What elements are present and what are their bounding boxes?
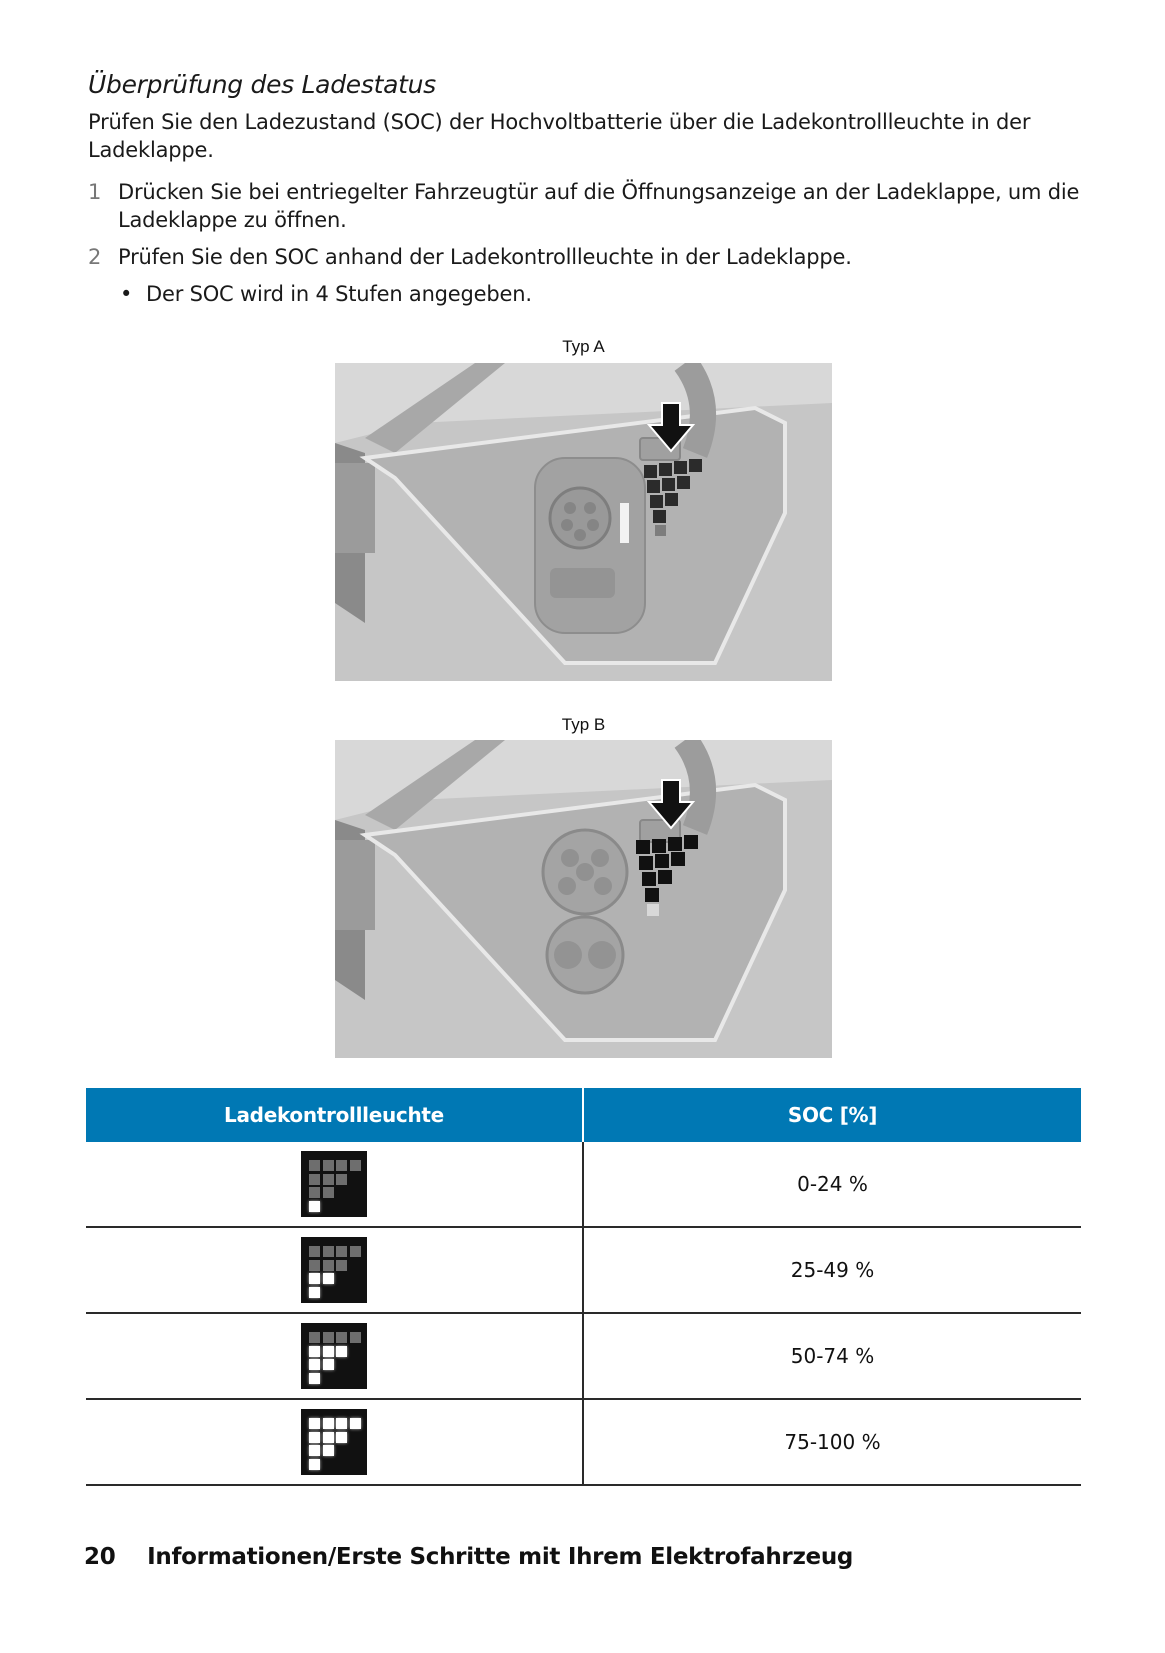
step-item [88, 243, 1088, 271]
figure-label-a: Typ A [562, 337, 605, 356]
steps-list [88, 178, 1088, 308]
indicator-cell [86, 1142, 583, 1227]
figure-charging-port-b [335, 740, 832, 1058]
charging-port-illustration [335, 363, 832, 681]
table-row [86, 1399, 1081, 1485]
column-header-indicator: Ladekontrollleuchte [86, 1088, 583, 1142]
charge-indicator-icon [301, 1409, 367, 1475]
charge-indicator-icon [301, 1323, 367, 1389]
indicator-cell [86, 1399, 583, 1485]
figure-charging-port-a [335, 363, 832, 681]
figure-label-b: Typ B [561, 715, 606, 734]
step-text: Prüfen Sie den SOC anhand der Ladekontrollleuchte in der Ladeklappe. [118, 245, 852, 269]
indicator-cell [86, 1313, 583, 1399]
indicator-cell [86, 1227, 583, 1313]
charging-port-illustration [335, 740, 832, 1058]
page-footer [84, 1544, 853, 1570]
step-text: Drücken Sie bei entriegelter Fahrzeugtür auf die Öffnungsanzeige an der Ladeklappe, um die Ladeklappe zu öffnen. [118, 180, 1080, 232]
bullet-icon: • [120, 282, 133, 306]
bullet-item [118, 280, 1088, 308]
table-row [86, 1227, 1081, 1313]
soc-value: 0-24 % [583, 1142, 1081, 1227]
table-row [86, 1313, 1081, 1399]
soc-table [86, 1088, 1081, 1486]
intro-paragraph: Prüfen Sie den Ladezustand (SOC) der Hochvoltbatterie über die Ladekontrollleuchte in der Ladeklappe. [88, 110, 1031, 162]
bullet-text: Der SOC wird in 4 Stufen angegeben. [146, 282, 532, 306]
page-number: 20 [84, 1544, 116, 1570]
soc-value: 25-49 % [583, 1227, 1081, 1313]
step-item [88, 178, 1088, 234]
table-row [86, 1142, 1081, 1227]
chapter-title: Informationen/Erste Schritte mit Ihrem Elektrofahrzeug [147, 1544, 854, 1570]
step-number: 1 [88, 180, 102, 204]
soc-value: 50-74 % [583, 1313, 1081, 1399]
table-header-row [86, 1088, 1081, 1142]
soc-value: 75-100 % [583, 1399, 1081, 1485]
step-number: 2 [88, 245, 102, 269]
column-header-soc: SOC [%] [583, 1088, 1081, 1142]
charge-indicator-icon [301, 1237, 367, 1303]
section-title: Überprüfung des Ladestatus [88, 70, 436, 99]
charge-indicator-icon [301, 1151, 367, 1217]
